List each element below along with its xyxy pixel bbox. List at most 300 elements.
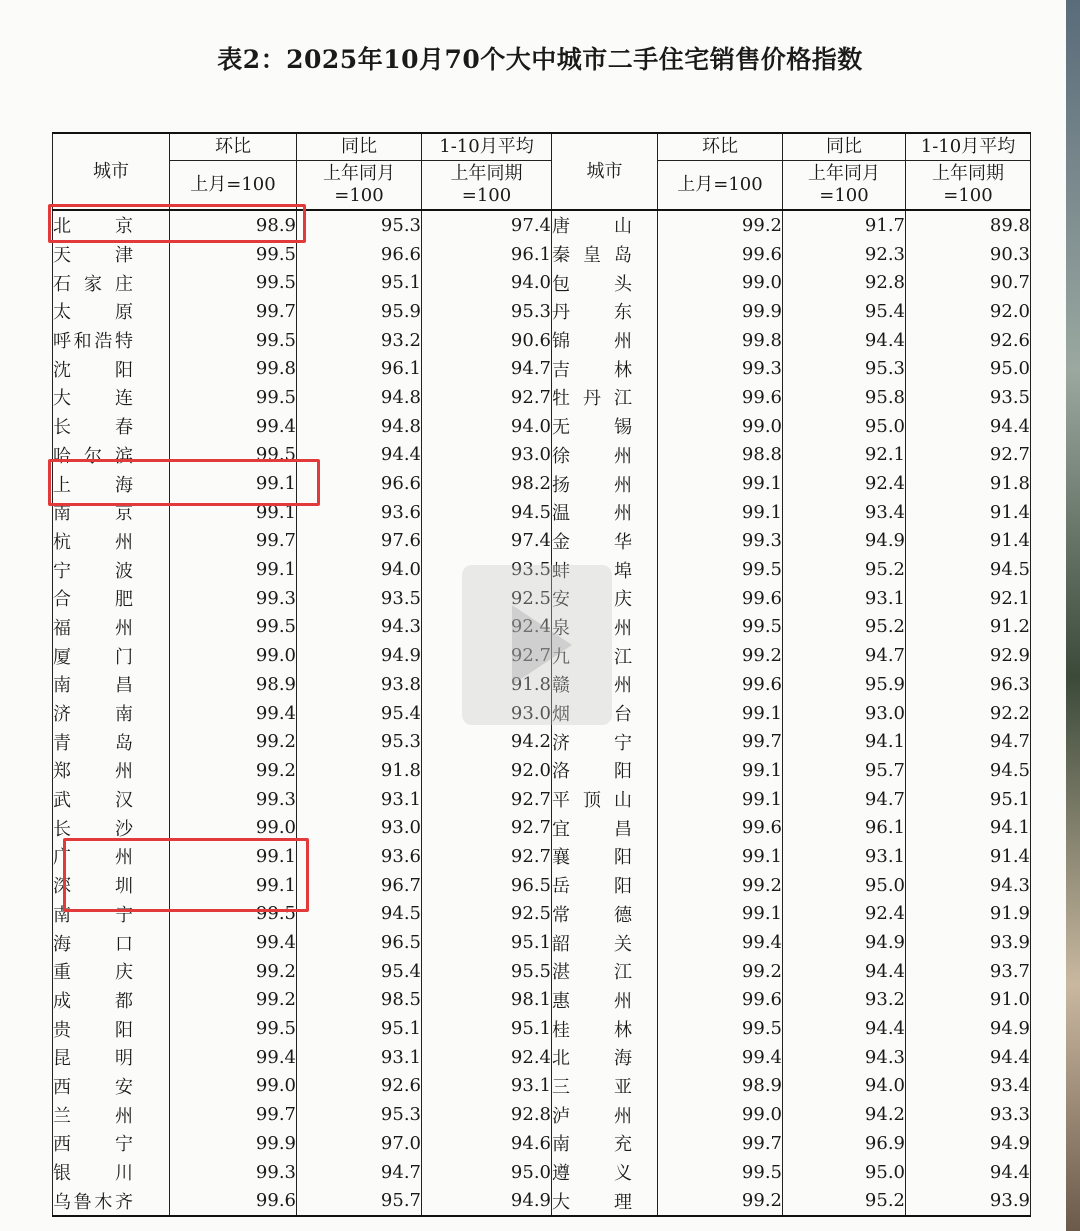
mom-value: 99.4 (170, 928, 297, 957)
mom-value: 98.9 (170, 210, 297, 240)
avg-value: 91.8 (422, 670, 552, 699)
city-name: 长 沙 (53, 813, 170, 842)
avg-value: 90.7 (906, 268, 1031, 297)
city-name: 太 原 (53, 297, 170, 326)
mom-value: 99.1 (658, 469, 783, 498)
table-row (53, 498, 1031, 527)
header-yoy-left: 同比 (297, 133, 422, 161)
city-name: 岳 阳 (552, 871, 658, 900)
yoy-value: 96.1 (297, 354, 422, 383)
table-row (53, 1158, 1031, 1187)
mom-value: 99.7 (170, 1100, 297, 1129)
avg-value: 94.5 (906, 555, 1031, 584)
mom-value: 99.1 (170, 871, 297, 900)
yoy-value: 94.3 (297, 613, 422, 642)
city-name: 哈尔滨 (53, 441, 170, 470)
mom-value: 99.2 (170, 727, 297, 756)
yoy-value: 97.0 (297, 1129, 422, 1158)
avg-value: 97.4 (422, 527, 552, 556)
city-name: 兰 州 (53, 1100, 170, 1129)
avg-value: 96.1 (422, 240, 552, 269)
yoy-value: 94.7 (297, 1158, 422, 1187)
avg-value: 92.5 (422, 584, 552, 613)
mom-value: 99.3 (658, 527, 783, 556)
mom-value: 99.0 (658, 412, 783, 441)
avg-value: 91.8 (906, 469, 1031, 498)
city-name: 泉 州 (552, 613, 658, 642)
mom-value: 99.2 (658, 641, 783, 670)
table-row (53, 871, 1031, 900)
yoy-value: 94.2 (783, 1100, 906, 1129)
mom-value: 98.9 (170, 670, 297, 699)
table-row (53, 1129, 1031, 1158)
yoy-value: 95.4 (783, 297, 906, 326)
avg-value: 93.1 (422, 1072, 552, 1101)
mom-value: 99.1 (658, 498, 783, 527)
yoy-value: 95.0 (783, 871, 906, 900)
avg-value: 92.6 (906, 326, 1031, 355)
yoy-value: 93.0 (297, 813, 422, 842)
table-row (53, 1072, 1031, 1101)
header-avg-base-left: 上年同期 =100 (422, 161, 552, 211)
mom-value: 99.5 (170, 1014, 297, 1043)
yoy-value: 94.3 (783, 1043, 906, 1072)
mom-value: 99.5 (170, 240, 297, 269)
avg-value: 94.4 (906, 1158, 1031, 1187)
avg-value: 94.9 (906, 1014, 1031, 1043)
avg-value: 92.9 (906, 641, 1031, 670)
city-name: 天 津 (53, 240, 170, 269)
avg-value: 93.5 (422, 555, 552, 584)
mom-value: 99.9 (658, 297, 783, 326)
table-row (53, 527, 1031, 556)
avg-value: 94.3 (906, 871, 1031, 900)
mom-value: 99.1 (658, 756, 783, 785)
city-name: 吉 林 (552, 354, 658, 383)
city-name: 武 汉 (53, 785, 170, 814)
city-name: 丹 东 (552, 297, 658, 326)
city-name: 遵 义 (552, 1158, 658, 1187)
avg-value: 94.7 (906, 727, 1031, 756)
mom-value: 99.6 (658, 986, 783, 1015)
city-name: 北 海 (552, 1043, 658, 1072)
header-yoy-right: 同比 (783, 133, 906, 161)
city-name: 长 春 (53, 412, 170, 441)
yoy-value: 94.7 (783, 641, 906, 670)
city-name: 锦 州 (552, 326, 658, 355)
yoy-value: 97.6 (297, 527, 422, 556)
yoy-value: 92.1 (783, 441, 906, 470)
yoy-value: 95.7 (783, 756, 906, 785)
table-row (53, 813, 1031, 842)
mom-value: 99.6 (658, 813, 783, 842)
yoy-value: 93.2 (783, 986, 906, 1015)
city-name: 合 肥 (53, 584, 170, 613)
mom-value: 99.6 (170, 1186, 297, 1216)
avg-value: 95.3 (422, 297, 552, 326)
avg-value: 98.1 (422, 986, 552, 1015)
city-name: 广 州 (53, 842, 170, 871)
avg-value: 91.4 (906, 842, 1031, 871)
yoy-value: 93.1 (783, 842, 906, 871)
city-name: 西 安 (53, 1072, 170, 1101)
yoy-value: 93.1 (297, 1043, 422, 1072)
mom-value: 99.2 (658, 210, 783, 240)
city-name: 秦皇岛 (552, 240, 658, 269)
avg-value: 94.9 (906, 1129, 1031, 1158)
mom-value: 99.2 (658, 957, 783, 986)
city-name: 深 圳 (53, 871, 170, 900)
mom-value: 99.3 (170, 785, 297, 814)
yoy-value: 93.1 (783, 584, 906, 613)
yoy-value: 94.4 (783, 326, 906, 355)
yoy-value: 94.0 (297, 555, 422, 584)
yoy-value: 95.8 (783, 383, 906, 412)
yoy-value: 94.5 (297, 900, 422, 929)
avg-value: 92.7 (906, 441, 1031, 470)
mom-value: 99.1 (658, 785, 783, 814)
city-name: 福 州 (53, 613, 170, 642)
avg-value: 93.0 (422, 441, 552, 470)
yoy-value: 94.9 (783, 928, 906, 957)
yoy-value: 92.8 (783, 268, 906, 297)
mom-value: 99.6 (658, 383, 783, 412)
mom-value: 99.5 (170, 613, 297, 642)
table-row (53, 354, 1031, 383)
avg-value: 91.4 (906, 498, 1031, 527)
mom-value: 99.4 (658, 1043, 783, 1072)
mom-value: 99.0 (658, 268, 783, 297)
city-name: 三 亚 (552, 1072, 658, 1101)
mom-value: 99.7 (170, 297, 297, 326)
table-row (53, 986, 1031, 1015)
city-name: 惠 州 (552, 986, 658, 1015)
avg-value: 96.5 (422, 871, 552, 900)
avg-value: 96.3 (906, 670, 1031, 699)
mom-value: 99.5 (658, 1158, 783, 1187)
city-name: 郑 州 (53, 756, 170, 785)
table-row (53, 210, 1031, 240)
avg-value: 95.1 (906, 785, 1031, 814)
avg-value: 92.4 (422, 1043, 552, 1072)
yoy-value: 93.6 (297, 498, 422, 527)
mom-value: 99.1 (658, 699, 783, 728)
avg-value: 94.1 (906, 813, 1031, 842)
city-name: 北 京 (53, 210, 170, 240)
city-name: 厦 门 (53, 641, 170, 670)
table-row (53, 1186, 1031, 1216)
yoy-value: 93.0 (783, 699, 906, 728)
mom-value: 99.7 (658, 1129, 783, 1158)
mom-value: 99.1 (658, 900, 783, 929)
avg-value: 91.2 (906, 613, 1031, 642)
avg-value: 95.1 (422, 928, 552, 957)
city-name: 平顶山 (552, 785, 658, 814)
city-name: 贵 阳 (53, 1014, 170, 1043)
mom-value: 99.2 (170, 756, 297, 785)
avg-value: 92.5 (422, 900, 552, 929)
mom-value: 99.4 (658, 928, 783, 957)
yoy-value: 94.9 (783, 527, 906, 556)
city-name: 唐 山 (552, 210, 658, 240)
yoy-value: 93.1 (297, 785, 422, 814)
mom-value: 99.0 (170, 1072, 297, 1101)
city-name: 海 口 (53, 928, 170, 957)
yoy-value: 96.1 (783, 813, 906, 842)
yoy-value: 93.6 (297, 842, 422, 871)
yoy-value: 95.0 (783, 1158, 906, 1187)
yoy-value: 95.1 (297, 1014, 422, 1043)
yoy-value: 95.9 (297, 297, 422, 326)
yoy-value: 91.8 (297, 756, 422, 785)
yoy-value: 94.7 (783, 785, 906, 814)
avg-value: 93.5 (906, 383, 1031, 412)
table-row (53, 842, 1031, 871)
header-city-left: 城市 (53, 133, 170, 210)
table-row (53, 928, 1031, 957)
avg-value: 92.1 (906, 584, 1031, 613)
mom-value: 99.6 (658, 584, 783, 613)
city-name: 蚌 埠 (552, 555, 658, 584)
city-name: 洛 阳 (552, 756, 658, 785)
table-row (53, 469, 1031, 498)
avg-value: 92.7 (422, 842, 552, 871)
avg-value: 94.5 (422, 498, 552, 527)
avg-value: 95.1 (422, 1014, 552, 1043)
city-name: 南 昌 (53, 670, 170, 699)
header-mom-left: 环比 (170, 133, 297, 161)
mom-value: 98.8 (658, 441, 783, 470)
mom-value: 99.5 (170, 268, 297, 297)
yoy-value: 96.5 (297, 928, 422, 957)
city-name: 桂 林 (552, 1014, 658, 1043)
yoy-value: 94.8 (297, 383, 422, 412)
yoy-value: 95.9 (783, 670, 906, 699)
city-name: 扬 州 (552, 469, 658, 498)
avg-value: 94.2 (422, 727, 552, 756)
mom-value: 99.4 (170, 1043, 297, 1072)
mom-value: 99.8 (658, 326, 783, 355)
mom-value: 99.3 (658, 354, 783, 383)
avg-value: 94.7 (422, 354, 552, 383)
avg-value: 91.9 (906, 900, 1031, 929)
table-row (53, 1043, 1031, 1072)
avg-value: 93.7 (906, 957, 1031, 986)
city-name: 金 华 (552, 527, 658, 556)
mom-value: 99.1 (170, 469, 297, 498)
city-name: 徐 州 (552, 441, 658, 470)
mom-value: 99.3 (170, 1158, 297, 1187)
yoy-value: 95.0 (783, 412, 906, 441)
mom-value: 99.6 (658, 670, 783, 699)
header-city-right: 城市 (552, 133, 658, 210)
yoy-value: 95.1 (297, 268, 422, 297)
yoy-value: 98.5 (297, 986, 422, 1015)
city-name: 大 连 (53, 383, 170, 412)
avg-value: 98.2 (422, 469, 552, 498)
yoy-value: 96.6 (297, 469, 422, 498)
avg-value: 92.8 (422, 1100, 552, 1129)
mom-value: 99.5 (170, 900, 297, 929)
table-row (53, 1014, 1031, 1043)
yoy-value: 94.4 (297, 441, 422, 470)
yoy-value: 95.2 (783, 555, 906, 584)
mom-value: 98.9 (658, 1072, 783, 1101)
yoy-value: 91.7 (783, 210, 906, 240)
mom-value: 99.1 (170, 842, 297, 871)
background-edge (1066, 0, 1080, 1231)
city-name: 青 岛 (53, 727, 170, 756)
avg-value: 92.7 (422, 785, 552, 814)
avg-value: 94.4 (906, 1043, 1031, 1072)
city-name: 常 德 (552, 900, 658, 929)
header-avg-left: 1-10月平均 (422, 133, 552, 161)
city-name: 温 州 (552, 498, 658, 527)
table-row (53, 268, 1031, 297)
yoy-value: 94.1 (783, 727, 906, 756)
header-avg-base-right: 上年同期 =100 (906, 161, 1031, 211)
yoy-value: 94.0 (783, 1072, 906, 1101)
avg-value: 92.0 (422, 756, 552, 785)
avg-value: 95.5 (422, 957, 552, 986)
yoy-value: 94.8 (297, 412, 422, 441)
mom-value: 99.1 (170, 498, 297, 527)
mom-value: 99.0 (658, 1100, 783, 1129)
yoy-value: 95.4 (297, 957, 422, 986)
avg-value: 94.5 (906, 756, 1031, 785)
avg-value: 95.0 (422, 1158, 552, 1187)
mom-value: 99.4 (170, 699, 297, 728)
yoy-value: 93.4 (783, 498, 906, 527)
avg-value: 91.0 (906, 986, 1031, 1015)
table-row (53, 785, 1031, 814)
city-name: 上 海 (53, 469, 170, 498)
city-name: 重 庆 (53, 957, 170, 986)
table-row (53, 412, 1031, 441)
avg-value: 92.0 (906, 297, 1031, 326)
table-row (53, 383, 1031, 412)
city-name: 银 川 (53, 1158, 170, 1187)
avg-value: 94.6 (422, 1129, 552, 1158)
mom-value: 99.3 (170, 584, 297, 613)
yoy-value: 96.6 (297, 240, 422, 269)
avg-value: 95.0 (906, 354, 1031, 383)
play-icon (462, 565, 612, 725)
avg-value: 92.2 (906, 699, 1031, 728)
mom-value: 99.5 (658, 1014, 783, 1043)
city-name: 济 南 (53, 699, 170, 728)
avg-value: 91.4 (906, 527, 1031, 556)
city-name: 乌鲁木齐 (53, 1186, 170, 1216)
mom-value: 99.2 (658, 1186, 783, 1216)
header-mom-right: 环比 (658, 133, 783, 161)
avg-value: 90.3 (906, 240, 1031, 269)
mom-value: 99.2 (170, 986, 297, 1015)
city-name: 呼和浩特 (53, 326, 170, 355)
city-name: 济 宁 (552, 727, 658, 756)
avg-value: 93.3 (906, 1100, 1031, 1129)
yoy-value: 95.3 (783, 354, 906, 383)
city-name: 西 宁 (53, 1129, 170, 1158)
avg-value: 92.7 (422, 813, 552, 842)
yoy-value: 95.4 (297, 699, 422, 728)
avg-value: 92.7 (422, 383, 552, 412)
mom-value: 99.7 (170, 527, 297, 556)
avg-value: 92.7 (422, 641, 552, 670)
city-name: 烟 台 (552, 699, 658, 728)
header-yoy-base-left: 上年同月 =100 (297, 161, 422, 211)
yoy-value: 93.2 (297, 326, 422, 355)
yoy-value: 92.4 (783, 900, 906, 929)
yoy-value: 95.2 (783, 1186, 906, 1216)
table-row (53, 756, 1031, 785)
mom-value: 99.5 (170, 441, 297, 470)
city-name: 安 庆 (552, 584, 658, 613)
avg-value: 93.0 (422, 699, 552, 728)
yoy-value: 95.7 (297, 1186, 422, 1216)
table-row (53, 240, 1031, 269)
header-mom-base-left: 上月=100 (170, 161, 297, 211)
yoy-value: 96.9 (783, 1129, 906, 1158)
mom-value: 99.0 (170, 641, 297, 670)
table-title: 表2：2025年10月70个大中城市二手住宅销售价格指数 (217, 45, 863, 74)
avg-value: 94.0 (422, 412, 552, 441)
city-name: 泸 州 (552, 1100, 658, 1129)
yoy-value: 92.6 (297, 1072, 422, 1101)
yoy-value: 95.3 (297, 727, 422, 756)
yoy-value: 92.3 (783, 240, 906, 269)
table-row (53, 727, 1031, 756)
table-row (53, 900, 1031, 929)
avg-value: 90.6 (422, 326, 552, 355)
mom-value: 99.2 (170, 957, 297, 986)
city-name: 赣 州 (552, 670, 658, 699)
city-name: 南 京 (53, 498, 170, 527)
mom-value: 99.1 (170, 555, 297, 584)
yoy-value: 94.4 (783, 957, 906, 986)
yoy-value: 94.9 (297, 641, 422, 670)
mom-value: 99.4 (170, 412, 297, 441)
mom-value: 99.8 (170, 354, 297, 383)
city-name: 包 头 (552, 268, 658, 297)
header-mom-base-right: 上月=100 (658, 161, 783, 211)
mom-value: 99.6 (658, 240, 783, 269)
table-row (53, 1100, 1031, 1129)
mom-value: 99.5 (658, 613, 783, 642)
yoy-value: 95.2 (783, 613, 906, 642)
city-name: 成 都 (53, 986, 170, 1015)
yoy-value: 93.5 (297, 584, 422, 613)
yoy-value: 96.7 (297, 871, 422, 900)
city-name: 杭 州 (53, 527, 170, 556)
avg-value: 93.9 (906, 1186, 1031, 1216)
avg-value: 93.9 (906, 928, 1031, 957)
city-name: 宁 波 (53, 555, 170, 584)
city-name: 大 理 (552, 1186, 658, 1216)
city-name: 九 江 (552, 641, 658, 670)
table-row (53, 326, 1031, 355)
yoy-value: 93.8 (297, 670, 422, 699)
mom-value: 99.1 (658, 842, 783, 871)
header-avg-right: 1-10月平均 (906, 133, 1031, 161)
avg-value: 94.4 (906, 412, 1031, 441)
mom-value: 99.5 (170, 383, 297, 412)
mom-value: 99.9 (170, 1129, 297, 1158)
mom-value: 99.7 (658, 727, 783, 756)
table-row (53, 297, 1031, 326)
avg-value: 97.4 (422, 210, 552, 240)
city-name: 石家庄 (53, 268, 170, 297)
